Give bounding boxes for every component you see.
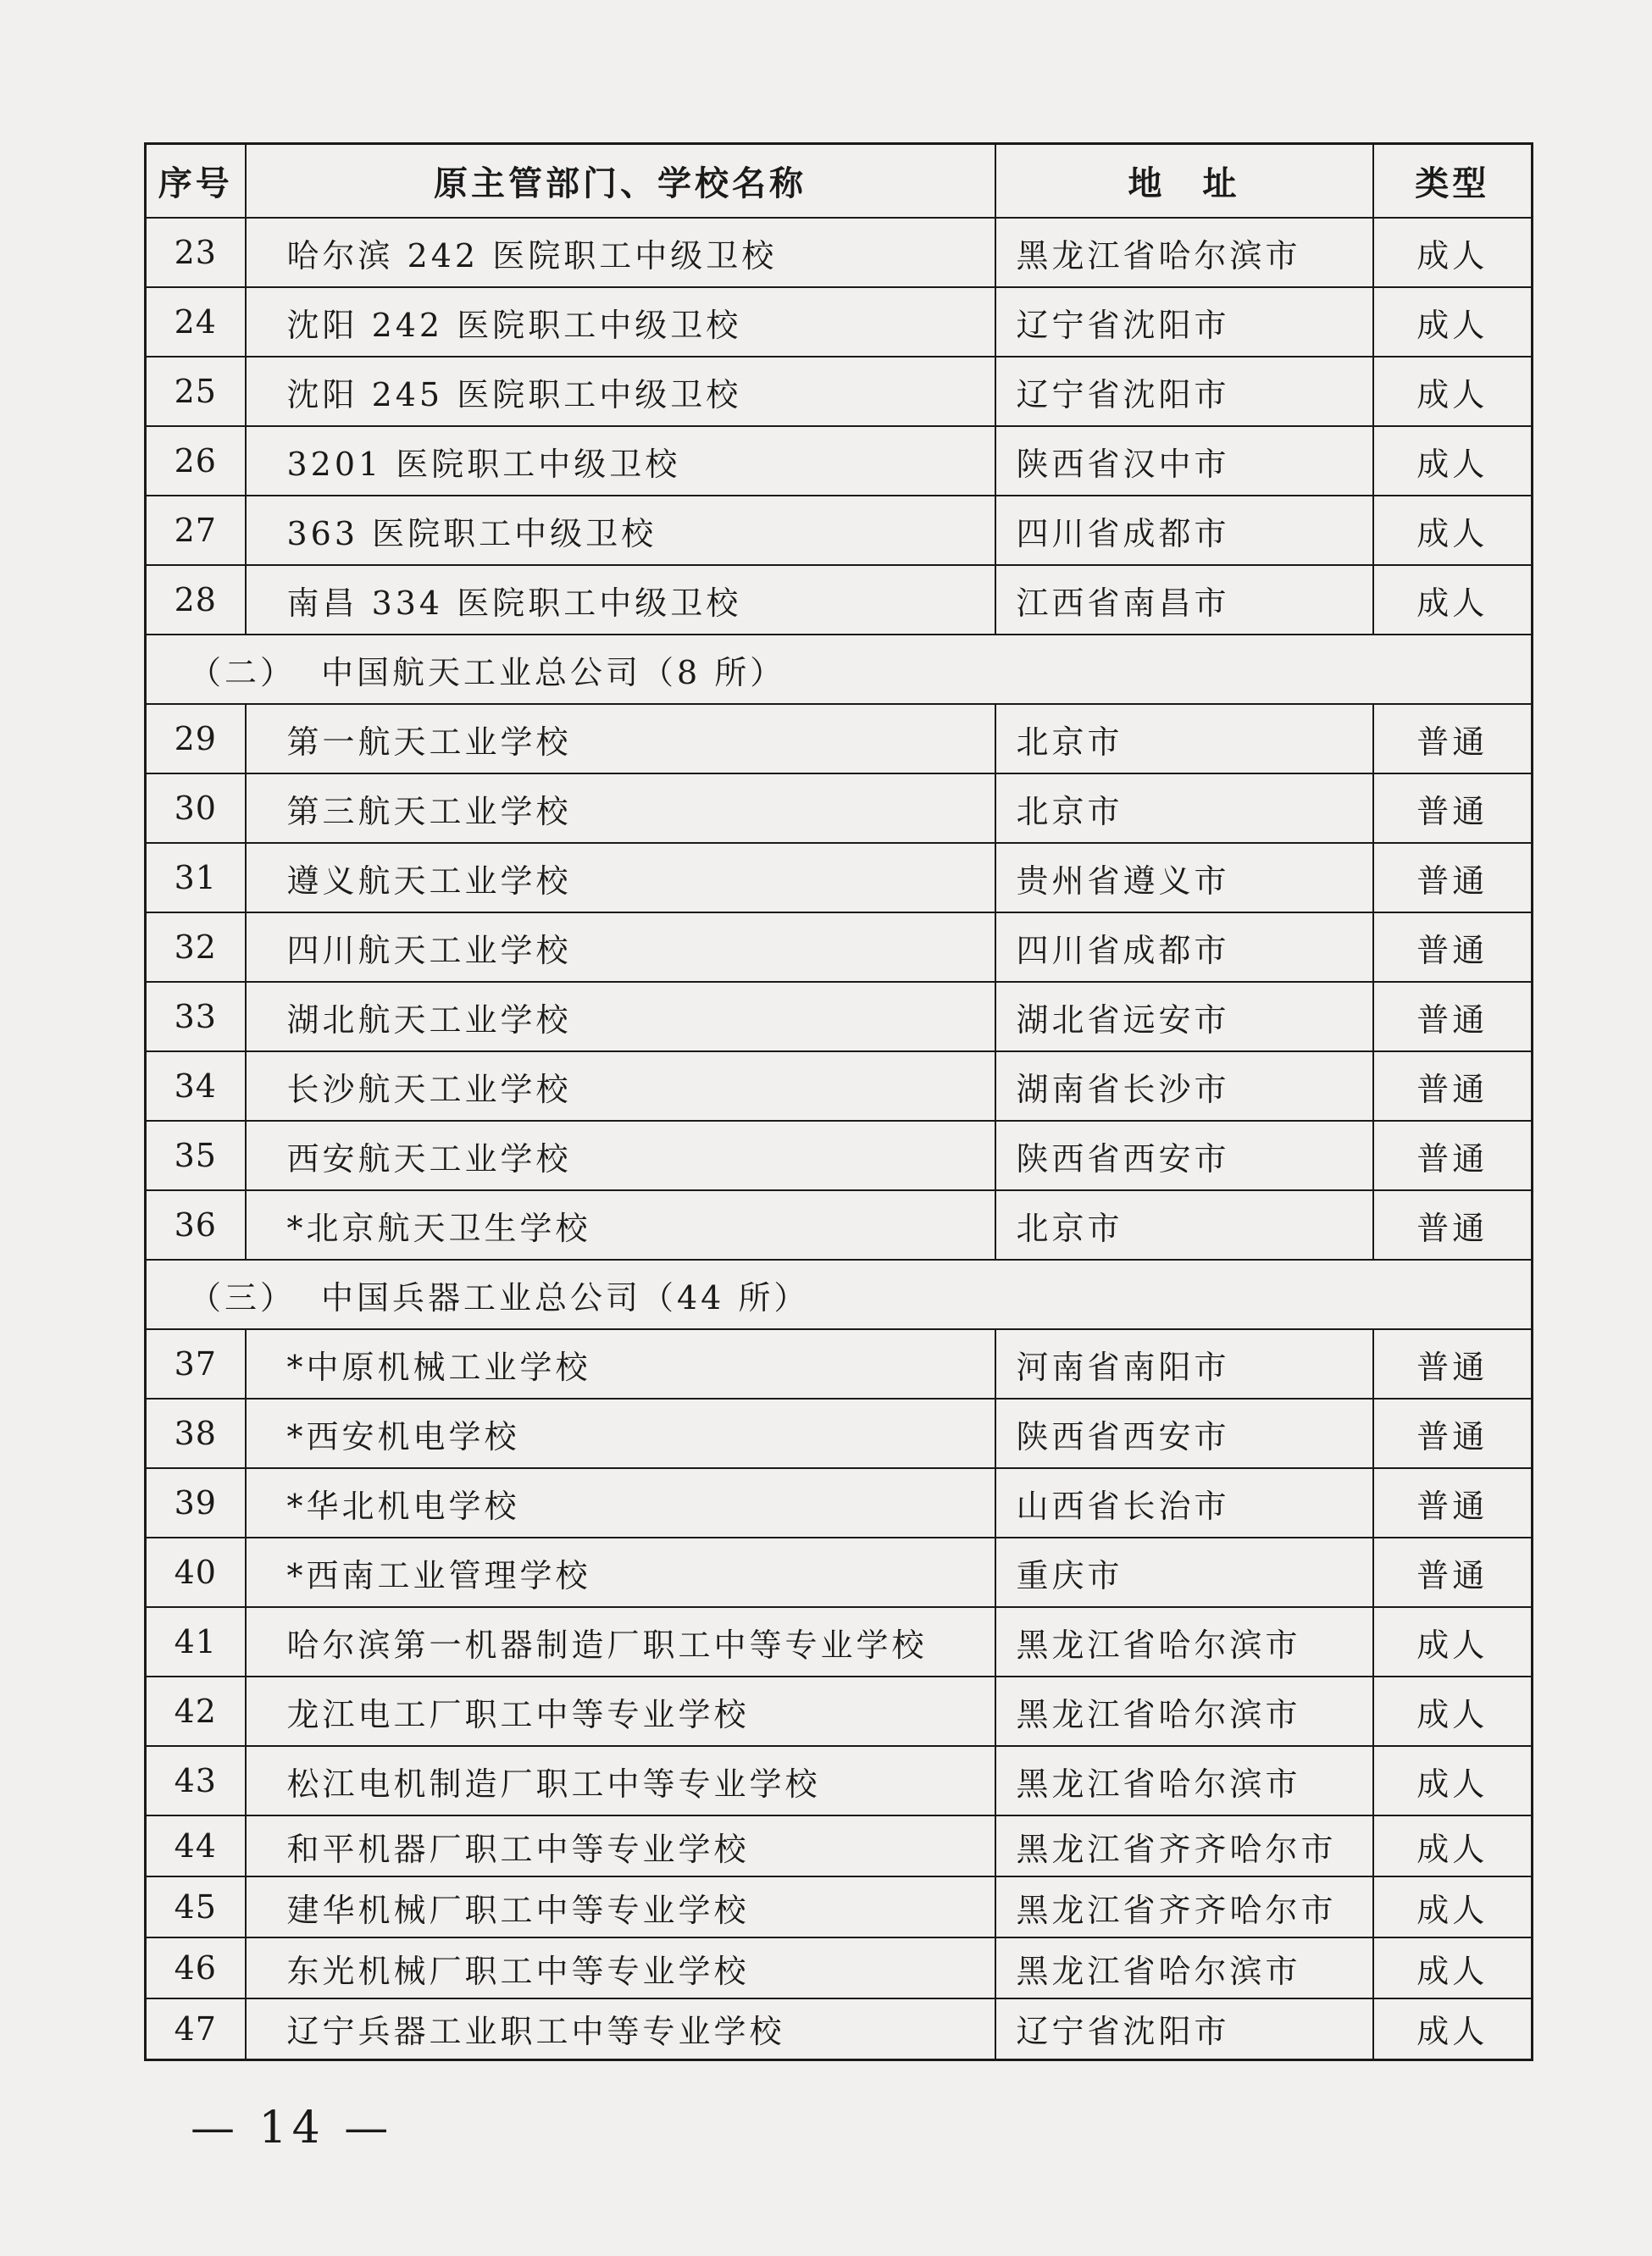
school-type: 成人 [1373,287,1533,357]
row-number: 42 [146,1677,246,1746]
school-type: 普通 [1373,912,1533,982]
section-number: （三） [189,1278,297,1316]
table-row [146,287,1533,357]
school-name: 西安航天工业学校 [246,1121,995,1190]
school-name: 松江电机制造厂职工中等专业学校 [246,1746,995,1815]
school-name: 长沙航天工业学校 [246,1051,995,1121]
school-address: 北京市 [995,1190,1373,1260]
row-number: 25 [146,357,246,426]
row-number: 27 [146,496,246,565]
table-row [146,1998,1533,2059]
row-number: 47 [146,1998,246,2059]
table-row [146,1051,1533,1121]
school-type: 普通 [1373,1121,1533,1190]
school-type: 成人 [1373,565,1533,635]
row-number: 40 [146,1538,246,1607]
school-address: 四川省成都市 [995,496,1373,565]
row-number: 44 [146,1815,246,1876]
school-address: 湖南省长沙市 [995,1051,1373,1121]
school-name: 第三航天工业学校 [246,773,995,843]
school-address: 黑龙江省哈尔滨市 [995,1937,1373,1998]
school-type: 成人 [1373,496,1533,565]
page-number: — 14 — [191,2103,394,2153]
table-row [146,496,1533,565]
table-row [146,1121,1533,1190]
school-type: 成人 [1373,357,1533,426]
school-name: 南昌 334 医院职工中级卫校 [246,565,995,635]
school-address: 黑龙江省哈尔滨市 [995,1677,1373,1746]
school-name: *北京航天卫生学校 [246,1190,995,1260]
school-address: 山西省长治市 [995,1468,1373,1538]
school-name: 哈尔滨 242 医院职工中级卫校 [246,218,995,287]
school-type: 成人 [1373,1746,1533,1815]
section-heading [146,1260,1533,1329]
table-row [146,1876,1533,1937]
table-body [146,218,1533,2059]
school-address: 贵州省遵义市 [995,843,1373,912]
table-row [146,1937,1533,1998]
school-name: *西南工业管理学校 [246,1538,995,1607]
school-address: 黑龙江省齐齐哈尔市 [995,1876,1373,1937]
school-type: 普通 [1373,1329,1533,1399]
school-name: *西安机电学校 [246,1399,995,1468]
school-name: 建华机械厂职工中等专业学校 [246,1876,995,1937]
section-number: （二） [189,653,297,691]
school-type: 成人 [1373,1998,1533,2059]
school-address: 黑龙江省哈尔滨市 [995,1746,1373,1815]
school-address: 辽宁省沈阳市 [995,357,1373,426]
section-title: 中国兵器工业总公司（44 所） [321,1278,810,1316]
row-number: 28 [146,565,246,635]
school-address: 辽宁省沈阳市 [995,1998,1373,2059]
school-name: 沈阳 245 医院职工中级卫校 [246,357,995,426]
school-type: 普通 [1373,1051,1533,1121]
row-number: 23 [146,218,246,287]
school-address: 河南省南阳市 [995,1329,1373,1399]
row-number: 43 [146,1746,246,1815]
row-number: 35 [146,1121,246,1190]
school-type: 普通 [1373,773,1533,843]
section-heading-row [146,635,1533,704]
row-number: 33 [146,982,246,1051]
school-type: 普通 [1373,843,1533,912]
school-type: 普通 [1373,982,1533,1051]
school-type: 普通 [1373,704,1533,773]
table-row [146,1190,1533,1260]
school-address: 黑龙江省哈尔滨市 [995,218,1373,287]
row-number: 45 [146,1876,246,1937]
table-header-row [146,144,1533,219]
table-row [146,218,1533,287]
header-type: 类型 [1373,144,1533,219]
school-type: 普通 [1373,1190,1533,1260]
row-number: 38 [146,1399,246,1468]
table-row [146,1677,1533,1746]
table-row [146,426,1533,496]
table-row [146,1815,1533,1876]
school-name: 辽宁兵器工业职工中等专业学校 [246,1998,995,2059]
row-number: 24 [146,287,246,357]
school-name: *中原机械工业学校 [246,1329,995,1399]
table-row [146,1746,1533,1815]
table-row [146,565,1533,635]
school-address: 湖北省远安市 [995,982,1373,1051]
table-row [146,704,1533,773]
school-address: 陕西省汉中市 [995,426,1373,496]
school-name: 哈尔滨第一机器制造厂职工中等专业学校 [246,1607,995,1677]
row-number: 31 [146,843,246,912]
school-name: 第一航天工业学校 [246,704,995,773]
school-address: 陕西省西安市 [995,1121,1373,1190]
school-address: 黑龙江省哈尔滨市 [995,1607,1373,1677]
school-name: 龙江电工厂职工中等专业学校 [246,1677,995,1746]
school-address: 四川省成都市 [995,912,1373,982]
table-row [146,357,1533,426]
row-number: 41 [146,1607,246,1677]
school-type: 普通 [1373,1468,1533,1538]
school-type: 普通 [1373,1538,1533,1607]
school-name: 湖北航天工业学校 [246,982,995,1051]
school-address: 黑龙江省齐齐哈尔市 [995,1815,1373,1876]
header-address: 地 址 [995,144,1373,219]
row-number: 30 [146,773,246,843]
table-row [146,1538,1533,1607]
school-name: 遵义航天工业学校 [246,843,995,912]
table-row [146,982,1533,1051]
school-type: 成人 [1373,1876,1533,1937]
row-number: 29 [146,704,246,773]
school-address: 陕西省西安市 [995,1399,1373,1468]
row-number: 36 [146,1190,246,1260]
row-number: 37 [146,1329,246,1399]
table-row [146,1329,1533,1399]
school-address: 北京市 [995,773,1373,843]
row-number: 34 [146,1051,246,1121]
school-type: 成人 [1373,1937,1533,1998]
section-heading-row [146,1260,1533,1329]
school-type: 成人 [1373,1677,1533,1746]
table-row [146,773,1533,843]
table-row [146,1468,1533,1538]
row-number: 39 [146,1468,246,1538]
school-type: 成人 [1373,1815,1533,1876]
school-name: 363 医院职工中级卫校 [246,496,995,565]
section-title: 中国航天工业总公司（8 所） [321,653,786,691]
school-name: 四川航天工业学校 [246,912,995,982]
table-row [146,1607,1533,1677]
table-row [146,843,1533,912]
school-name: 和平机器厂职工中等专业学校 [246,1815,995,1876]
school-address: 江西省南昌市 [995,565,1373,635]
school-list-table [144,142,1533,2061]
table-row [146,912,1533,982]
header-name: 原主管部门、学校名称 [246,144,995,219]
section-heading [146,635,1533,704]
school-name: 沈阳 242 医院职工中级卫校 [246,287,995,357]
school-type: 成人 [1373,218,1533,287]
school-type: 成人 [1373,426,1533,496]
school-type: 普通 [1373,1399,1533,1468]
school-address: 辽宁省沈阳市 [995,287,1373,357]
school-address: 北京市 [995,704,1373,773]
school-name: 3201 医院职工中级卫校 [246,426,995,496]
school-name: *华北机电学校 [246,1468,995,1538]
school-type: 成人 [1373,1607,1533,1677]
row-number: 32 [146,912,246,982]
row-number: 46 [146,1937,246,1998]
table-row [146,1399,1533,1468]
header-no: 序号 [146,144,246,219]
row-number: 26 [146,426,246,496]
school-address: 重庆市 [995,1538,1373,1607]
school-name: 东光机械厂职工中等专业学校 [246,1937,995,1998]
